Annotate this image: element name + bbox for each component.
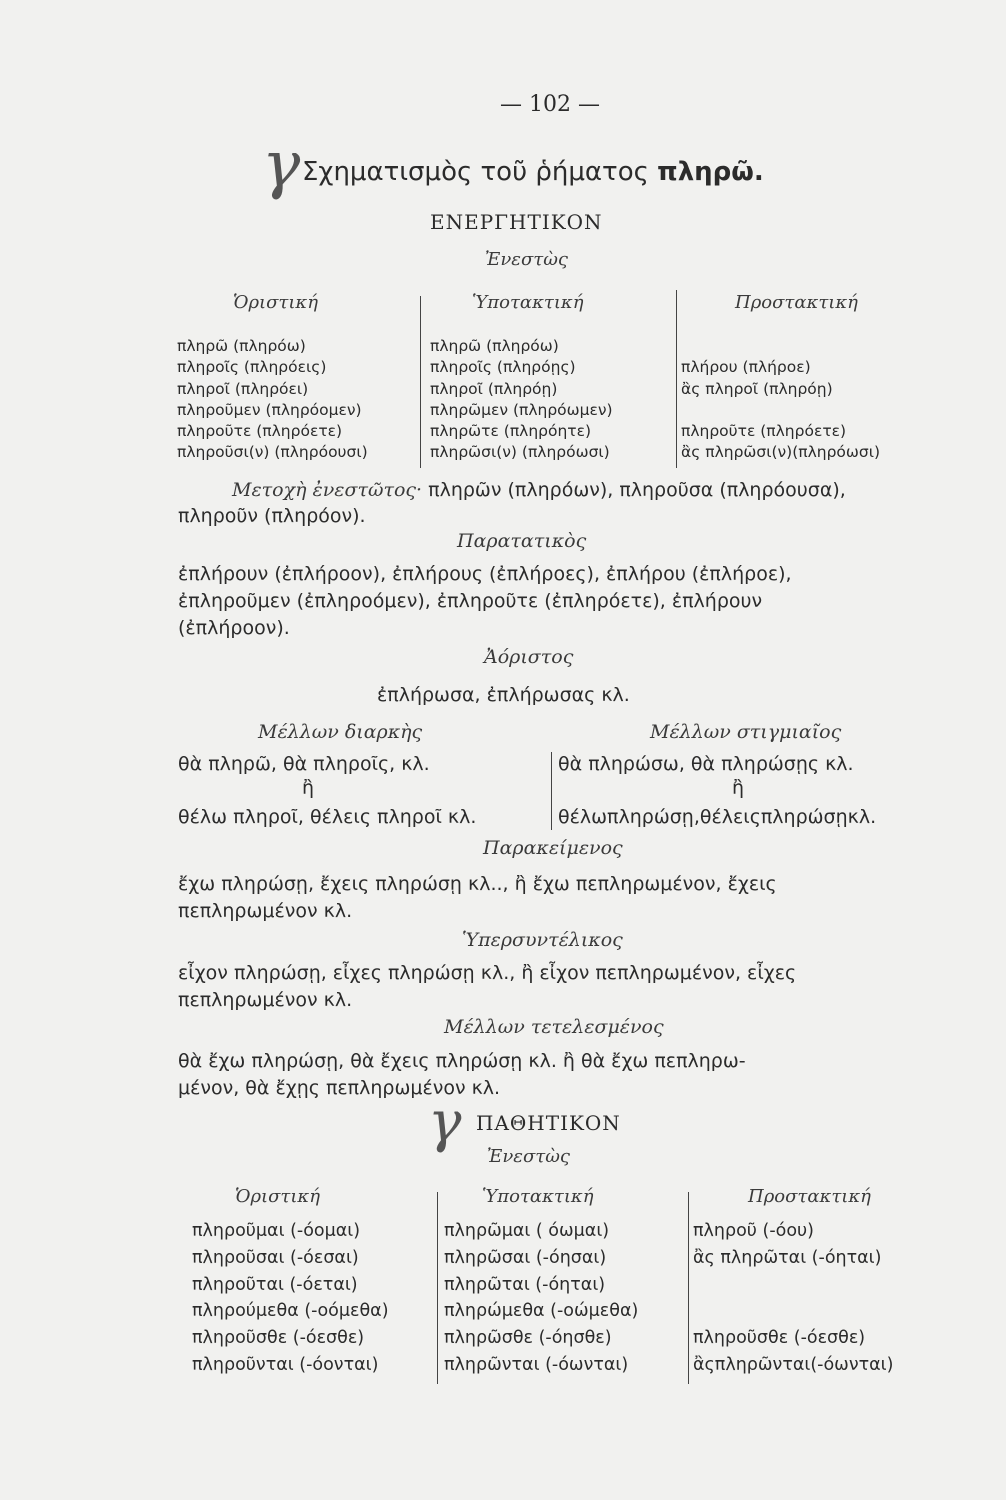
- imperfect-line: (ἐπλήροον).: [178, 617, 290, 639]
- active-col-header-subjunctive: Ὑποτακτική: [472, 292, 584, 313]
- future-instant-line: θέλωπληρώσῃ,θέλειςπληρώσῃκλ.: [558, 806, 877, 828]
- future-continuous-line: θὰ πληρῶ, θὰ πληροῖς, κλ.: [178, 753, 430, 775]
- future-continuous-line: θέλω πληροῖ, θέλεις πληροῖ κλ.: [178, 806, 477, 828]
- table-cell: πληροῦσαι (-όεσαι): [192, 1247, 359, 1268]
- future-perfect-line: μένον, θὰ ἔχῃς πεπληρωμένον κλ.: [178, 1077, 501, 1099]
- imperfect-line: ἐπλήρουν (ἐπλήροον), ἐπλήρους (ἐπλήροες), ἐπλήρου (ἐπλήροε),: [178, 563, 792, 585]
- table-cell: πληρῶμαι ( όωμαι): [444, 1221, 610, 1241]
- table-cell: πληροῦσι(ν) (πληρόουσι): [177, 443, 368, 462]
- pluperfect-label: Ὑπερσυντέλικος: [462, 929, 623, 951]
- future-continuous-label: Μέλλων διαρκὴς: [258, 721, 423, 743]
- table-cell: πληροῦσθε (-όεσθε): [192, 1328, 365, 1349]
- passive-col-header-imperative: Προστακτική: [748, 1186, 871, 1207]
- active-subjunctive-column: [430, 336, 613, 464]
- perfect-line: ἔχω πληρώσῃ, ἔχεις πληρώσῃ κλ.., ἢ ἔχω πεπληρωμένον, ἔχεις: [178, 873, 777, 895]
- table-cell: πληρῶτε (πληρόητε): [430, 422, 592, 441]
- active-imperative-column: [681, 336, 880, 464]
- table-cell: πληροῦται (-όεται): [192, 1274, 358, 1295]
- future-perfect-line: θὰ ἔχω πληρώσῃ, θὰ ἔχεις πληρώσῃ κλ. ἢ θὰ ἔχω πεπληρω-: [178, 1050, 746, 1072]
- passive-present-label: Ἐνεστὼς: [487, 1146, 570, 1167]
- pluperfect-line: πεπληρωμένον κλ.: [178, 989, 353, 1011]
- active-col-header-indicative: Ὁριστική: [233, 292, 318, 313]
- table-cell: πληρῶμεν (πληρόωμεν): [430, 400, 613, 419]
- table-cell: πληροῦμαι (-όομαι): [192, 1221, 361, 1241]
- table-cell: πληρῶνται (-όωνται): [444, 1354, 629, 1375]
- pluperfect-line: εἶχον πληρώσῃ, εἶχες πληρώσῃ κλ., ἢ εἶχον πεπληρωμένον, εἶχες: [178, 962, 797, 984]
- table-cell: πληρῶ (πληρόω): [177, 337, 306, 355]
- passive-col-header-indicative: Ὁριστική: [235, 1186, 320, 1207]
- table-cell: [681, 336, 880, 357]
- table-cell: πληροῦ (-όου): [693, 1221, 814, 1241]
- participle-forms: πληρῶν (πληρόων), πληροῦσα (πληρόουσα),: [428, 479, 846, 501]
- future-instant-or: ἢ: [732, 777, 745, 799]
- table-cell: [693, 1298, 893, 1325]
- passive-imperative-column: [693, 1218, 893, 1379]
- active-col-header-imperative: Προστακτική: [735, 292, 858, 313]
- table-cell: ἂς πληρῶται (-όηται): [693, 1247, 882, 1268]
- future-continuous-or: ἢ: [302, 777, 315, 799]
- table-cell: ἂς πληροῖ (πληρόῃ): [681, 379, 833, 398]
- table-cell: πληροῖ (πληρόῃ): [430, 379, 558, 398]
- active-present-label: Ἐνεστὼς: [485, 249, 568, 270]
- passive-subjunctive-column: [444, 1218, 638, 1379]
- table-cell: πληροῖς (πληρόῃς): [430, 358, 576, 377]
- imperfect-label: Παρατατικὸς: [457, 530, 587, 552]
- margin-mark: γ: [262, 128, 301, 202]
- active-voice-heading: ΕΝΕΡΓΗΤΙΚΟΝ: [430, 210, 603, 234]
- table-cell: πληρῶσθε (-όησθε): [444, 1328, 612, 1349]
- table-cell: [681, 400, 880, 421]
- table-cell: ἂςπληρῶνται(-όωνται): [693, 1354, 894, 1375]
- column-divider: [437, 1192, 438, 1384]
- perfect-label: Παρακείμενος: [483, 837, 623, 859]
- column-divider: [676, 290, 677, 468]
- table-cell: πληρῶσι(ν) (πληρόωσι): [430, 443, 610, 462]
- table-cell: πληροῦμεν (πληρόομεν): [177, 400, 362, 419]
- participle-line-2: πληροῦν (πληρόον).: [178, 505, 366, 527]
- table-cell: πληρῶται (-όηται): [444, 1274, 606, 1295]
- table-cell: ἂς πληρῶσι(ν)(πληρόωσι): [681, 443, 881, 462]
- column-divider: [551, 752, 552, 830]
- table-cell: πληρώμεθα (-οώμεθα): [444, 1301, 639, 1322]
- active-indicative-column: [177, 336, 368, 464]
- future-instant-label: Μέλλων στιγμιαῖος: [650, 721, 842, 743]
- table-cell: πληροῦτε (πληρόετε): [177, 422, 343, 441]
- page-title: [302, 157, 764, 187]
- table-cell: πλήρου (πλήροε): [681, 358, 811, 377]
- table-cell: πληροῦνται (-όονται): [192, 1354, 379, 1375]
- passive-indicative-column: [192, 1218, 389, 1379]
- passive-col-header-subjunctive: Ὑποτακτική: [482, 1186, 594, 1207]
- title-verb: πληρῶ.: [657, 157, 764, 187]
- column-divider: [688, 1192, 689, 1384]
- margin-mark-2: γ: [428, 1090, 462, 1155]
- table-cell: πληρῶσαι (-όησαι): [444, 1247, 607, 1268]
- table-cell: πληροῦσθε (-όεσθε): [693, 1328, 866, 1349]
- future-instant-line: θὰ πληρώσω, θὰ πληρώσῃς κλ.: [558, 753, 854, 775]
- perfect-line: πεπληρωμένον κλ.: [178, 900, 353, 922]
- aorist-text: ἐπλήρωσα, ἐπλήρωσας κλ.: [377, 684, 630, 706]
- title-prefix: Σχηματισμὸς τοῦ ῥήματος: [302, 157, 649, 187]
- page-number: — 102 —: [500, 92, 600, 117]
- column-divider: [420, 296, 421, 468]
- table-cell: πληροῦτε (πληρόετε): [681, 422, 847, 441]
- future-perfect-label: Μέλλων τετελεσμένος: [444, 1016, 664, 1038]
- table-cell: πληροῖς (πληρόεις): [177, 358, 327, 377]
- table-cell: πληρῶ (πληρόω): [430, 337, 559, 355]
- table-cell: πληροῖ (πληρόει): [177, 379, 309, 398]
- passive-voice-heading: ΠΑΘΗΤΙΚΟΝ: [476, 1111, 621, 1135]
- imperfect-line: ἐπληροῦμεν (ἐπληροόμεν), ἐπληροῦτε (ἐπληρόετε), ἐπλήρουν: [178, 590, 763, 612]
- table-cell: πληρούμεθα (-οόμεθα): [192, 1301, 389, 1322]
- participle-label: Μετοχὴ ἐνεστῶτος·: [232, 479, 423, 501]
- aorist-label: Ἀόριστος: [484, 646, 574, 668]
- table-cell: [693, 1272, 893, 1299]
- participle-line: [232, 478, 846, 503]
